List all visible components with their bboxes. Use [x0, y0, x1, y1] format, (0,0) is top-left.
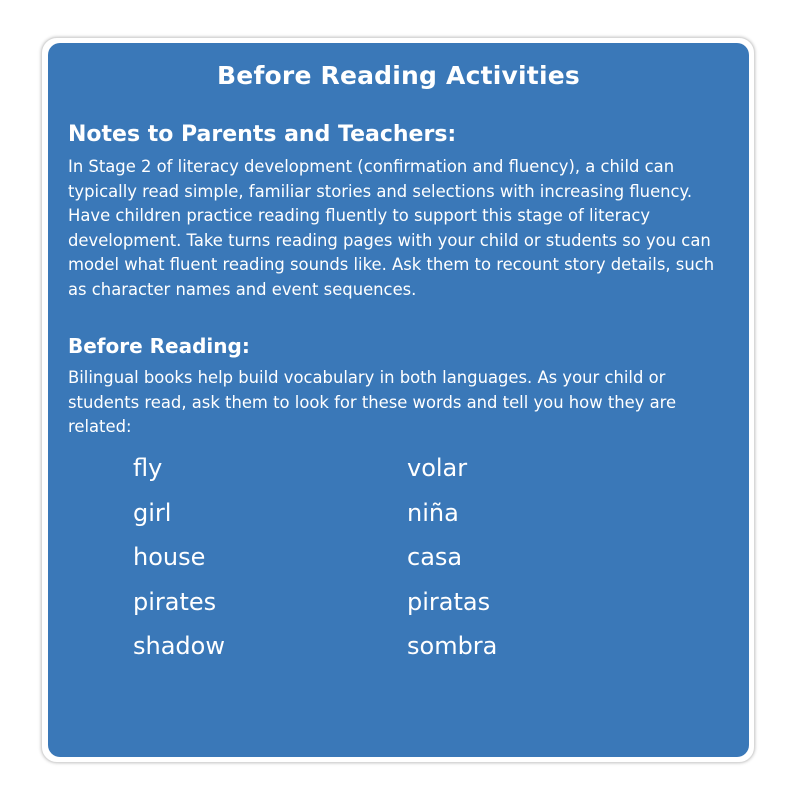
vocabulary-row [133, 454, 693, 499]
notes-line: In Stage 2 of literacy development (confirmation and fluency), a child can [68, 157, 675, 176]
spanish-word: sombra [407, 632, 498, 660]
notes-line: model what fluent reading sounds like. Ask them to recount story details, such [68, 255, 715, 274]
notes-heading: Notes to Parents and Teachers: [68, 122, 457, 147]
spanish-word: piratas [407, 587, 491, 616]
notes-paragraph [68, 155, 733, 302]
spanish-word: volar [407, 454, 468, 482]
before-reading-heading: Before Reading: [68, 334, 250, 358]
notes-line: Have children practice reading fluently to support this stage of literacy [68, 206, 651, 225]
vocabulary-row [133, 588, 693, 633]
activity-panel [48, 43, 749, 757]
english-word: shadow [133, 632, 225, 660]
vocabulary-row [133, 499, 693, 544]
notes-line: typically read simple, familiar stories and selections with increasing fluency. [68, 181, 693, 201]
before-reading-line: Bilingual books help build vocabulary in both languages. As your child or [68, 368, 666, 387]
vocabulary-list [133, 454, 693, 677]
before-reading-line: students read, ask them to look for these words and tell you how they are [68, 392, 677, 412]
before-reading-paragraph [68, 366, 733, 440]
vocabulary-row [133, 632, 693, 677]
english-word: house [133, 543, 206, 571]
spanish-word: casa [407, 543, 463, 571]
spanish-word: niña [407, 498, 459, 527]
english-word: girl [133, 498, 172, 527]
vocabulary-row [133, 543, 693, 588]
notes-line: development. Take turns reading pages with your child or students so you can [68, 230, 711, 250]
notes-line: as character names and event sequences. [68, 279, 417, 299]
page-title: Before Reading Activities [217, 61, 580, 90]
english-word: fly [133, 454, 163, 482]
english-word: pirates [133, 587, 217, 616]
before-reading-line: related: [68, 417, 132, 436]
